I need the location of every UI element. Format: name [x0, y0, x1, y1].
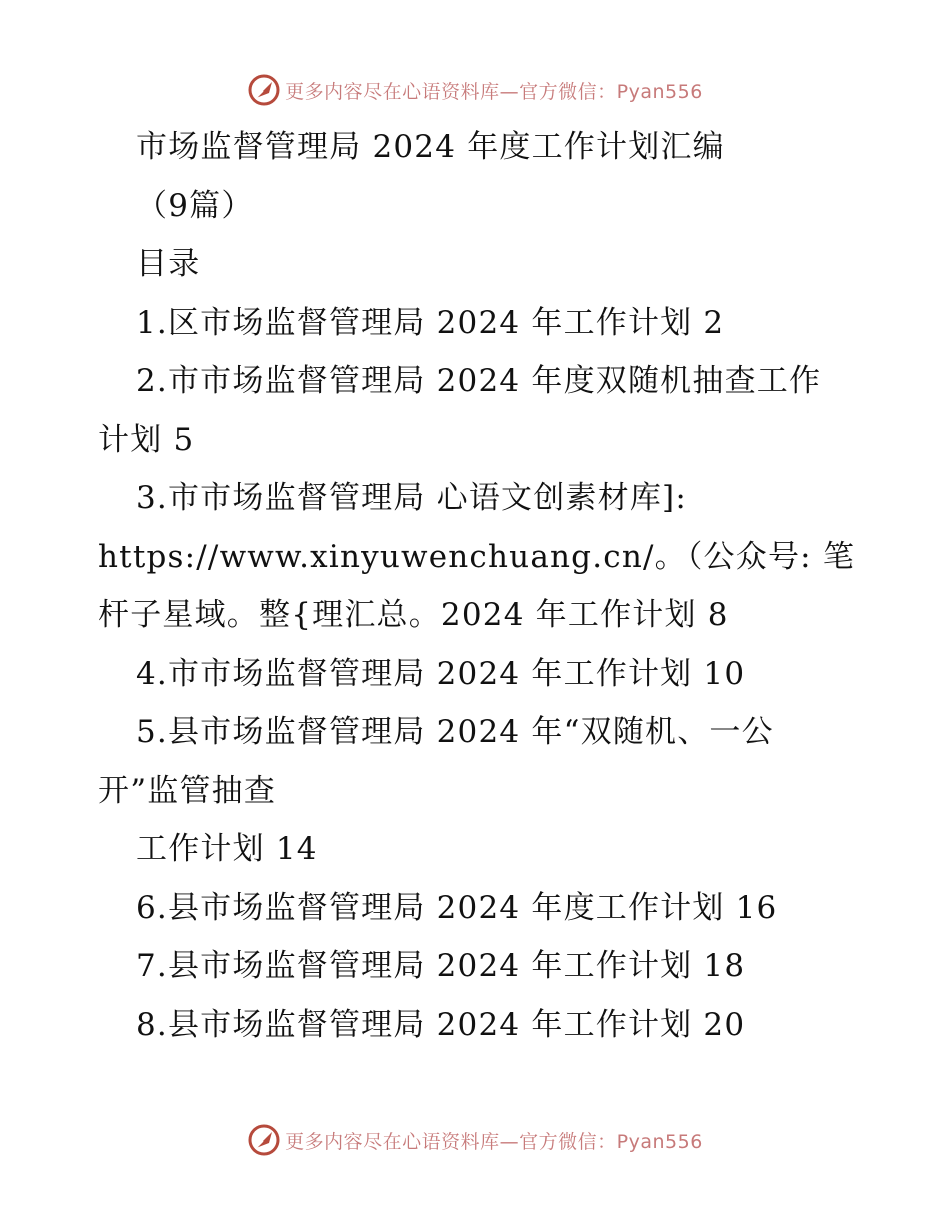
watermark-text: 更多内容尽在心语资料库—官方微信：Pyan556 [285, 1130, 703, 1153]
toc-item: 7.县市场监督管理局 2024 年工作计划 18 [136, 948, 746, 984]
toc-item: 2.市市场监督管理局 2024 年度双随机抽查工作 [136, 363, 822, 399]
toc-item: 5.县市场监督管理局 2024 年“双随机、一公 [136, 714, 774, 750]
watermark-text: 更多内容尽在心语资料库—官方微信：Pyan556 [285, 80, 703, 103]
toc-item: 6.县市场监督管理局 2024 年度工作计划 16 [136, 889, 778, 926]
quill-logo-icon [247, 73, 281, 107]
document-title-count: （9篇） [136, 187, 254, 224]
document-body [98, 118, 858, 1054]
toc-item-continuation: 开”监管抽查 [98, 772, 277, 809]
toc-item-continuation: https://www.xinyuwenchuang.cn/。（公众号: 笔 [98, 538, 856, 575]
document-title: 市场监督管理局 2024 年度工作计划汇编 [136, 129, 725, 165]
toc-item-continuation: 计划 5 [98, 421, 195, 458]
toc-item: 3.市市场监督管理局 心语文创素材库]: [136, 480, 687, 516]
footer-watermark-banner [0, 1120, 950, 1160]
quill-logo-icon [247, 1123, 281, 1157]
toc-item-continuation: 杆子星域。整{理汇总。2024 年工作计划 8 [98, 597, 729, 633]
toc-heading: 目录 [136, 246, 201, 282]
header-watermark-banner [0, 70, 950, 110]
toc-item: 1.区市场监督管理局 2024 年工作计划 2 [136, 304, 725, 341]
toc-item: 8.县市场监督管理局 2024 年工作计划 20 [136, 1006, 746, 1043]
toc-item: 4.市市场监督管理局 2024 年工作计划 10 [136, 655, 746, 692]
toc-item-continuation: 工作计划 14 [136, 831, 318, 867]
